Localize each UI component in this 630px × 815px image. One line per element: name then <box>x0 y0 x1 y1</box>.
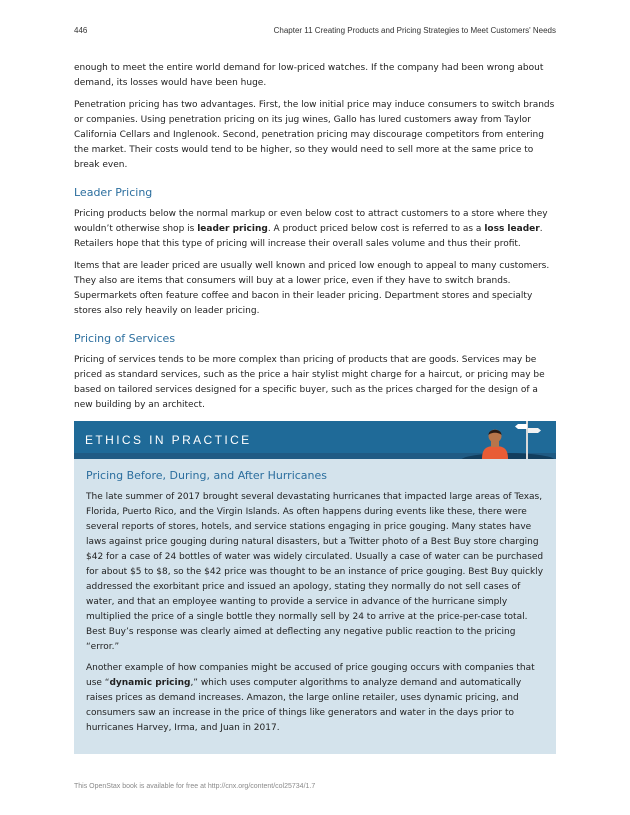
footer-note: This OpenStax book is available for free at http://cnx.org/content/col25734/1.7 <box>74 783 316 790</box>
text-run: ,” which uses computer algorithms to analyze demand and automatically raises prices as demand increases. Amazon, the large online retailer, uses dynamic pricing, and consumers saw an increase in the price of things like generators and water in the days prior to hurricanes Harvey, Irma, and Juan in 2017. <box>86 678 522 733</box>
feature-paragraph-hurricanes: The late summer of 2017 brought several devastating hurricanes that impacted large areas of Texas, Florida, Puerto Rico, and the Virgin Islands. As often happens during events like these, there were several reports of stores, hotels, and service stations engaging in price gouging. Many states have laws against price gouging during natural disasters, but a Twitter photo of a Best Buy store charging $42 for a case of 24 bottles of water was widely circulated. Usually a case of water can be purchased for about $5 to $8, so the $42 price was thought to be an instance of price gouging. Best Buy quickly addressed the exorbitant price and issued an apology, stating they normally do not sell cases of water, and that an employee wanting to provide a service in advance of the hurricane simply multiplied the price of a single bottle they normally sell by 24 to arrive at the price-per-case total. Best Buy’s response was clearly aimed at deflecting any negative public reaction to the pricing “error.” <box>86 492 544 652</box>
feature-paragraph-dynamic-pricing <box>86 661 544 736</box>
paragraph-leader-pricing <box>74 207 556 252</box>
feature-label: ETHICS IN PRACTICE <box>85 433 252 447</box>
feature-body <box>74 459 556 754</box>
section-heading-leader-pricing: Leader Pricing <box>74 186 153 199</box>
paragraph-intro: enough to meet the entire world demand for low-priced watches. If the company had been wrong about demand, its losses would have been huge. <box>74 63 544 88</box>
section-heading-pricing-of-services: Pricing of Services <box>74 332 176 345</box>
text-run: . A product priced below cost is referred to as a <box>267 224 485 234</box>
person-at-crossroads-icon <box>446 421 556 459</box>
paragraph-leader-items: Items that are leader priced are usually well known and priced low enough to appeal to many customers. They also are items that consumers will buy at a lower price, even if they have to switch brands. Supermarkets often feature coffee and bacon in their leader pricing. Department stores and specialty stores also rely heavily on leader pricing. <box>74 261 550 316</box>
page-content <box>74 61 556 754</box>
text-run: . Retailers hope that this type of pricing will increase their overall sales volume and thus their profit. <box>74 224 543 249</box>
page-number: 446 <box>74 26 88 35</box>
feature-banner <box>74 421 556 459</box>
text-run: Pricing products below the normal markup or even below cost to attract customers to a store where they wouldn’t otherwise shop is <box>74 209 548 234</box>
text-run: Another example of how companies might be accused of price gouging occurs with companies that use “ <box>86 663 535 688</box>
feature-heading: Pricing Before, During, and After Hurricanes <box>86 469 328 482</box>
ethics-in-practice-box <box>74 421 556 754</box>
key-term-loss-leader: loss leader <box>484 224 540 234</box>
paragraph-penetration-pricing: Penetration pricing has two advantages. First, the low initial price may induce consumers to switch brands or companies. Using penetration pricing on its jug wines, Gallo has lured customers away from Taylor California Cellars and Inglenook. Second, penetration pricing may discourage competitors from entering the market. Their costs would tend to be higher, so they would need to sell more at the same price to break even. <box>74 100 555 170</box>
key-term-dynamic-pricing: dynamic pricing <box>109 678 191 688</box>
key-term-leader-pricing: leader pricing <box>197 224 268 234</box>
paragraph-services: Pricing of services tends to be more complex than pricing of products that are goods. Services may be priced as standard services, such as the price a hair stylist might charge for a haircut, or pricing may be based on tailored services designed for a specific buyer, such as the prices charged for the design of a new building by an architect. <box>74 355 545 410</box>
chapter-title: Chapter 11 Creating Products and Pricing Strategies to Meet Customers' Needs <box>273 26 556 35</box>
